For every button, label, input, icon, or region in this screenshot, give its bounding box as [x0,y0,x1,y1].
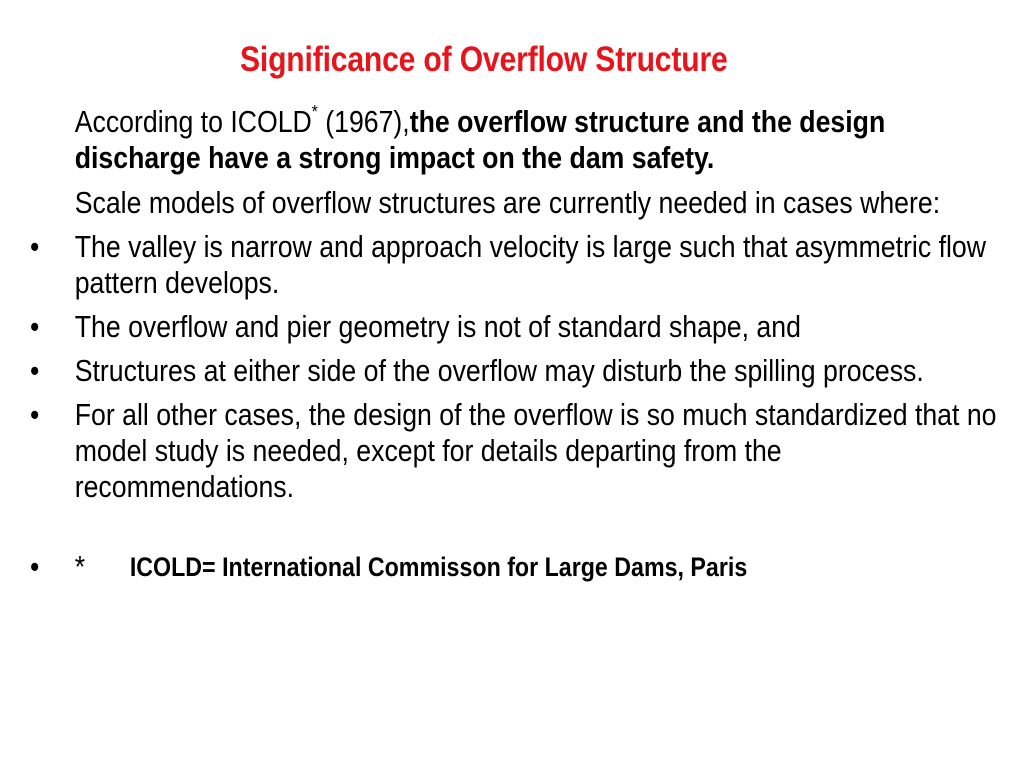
bullet-dot: • [30,397,40,432]
intro-lead: According to ICOLD [74,104,312,139]
slide-title: Significance of Overflow Structure [240,40,728,79]
intro-paragraph [30,104,1004,176]
bullet-dot: • [30,229,40,264]
bullet-item [30,309,1004,345]
bullet-text: Structures at either side of the overflow may disturb the spilling process. [74,353,924,388]
bullet-item [30,353,1004,389]
bullet-text: The valley is narrow and approach velocity is large such that asymmetric flow pattern develops. [74,229,986,300]
bullet-dot: • [30,353,40,388]
footnote-text: ICOLD= International Commisson for Large Dams, Paris [129,552,748,582]
bullet-item [30,397,1004,505]
footnote-marker: * [74,549,86,584]
bullet-text: The overflow and pier geometry is not of standard shape, and [74,309,801,344]
scale-models-paragraph: Scale models of overflow structures are currently needed in cases where: [74,185,941,220]
slide-body [30,104,1024,586]
intro-footnote-marker: * [311,102,318,122]
intro-year: (1967), [317,104,410,139]
bullet-dot: • [30,549,40,584]
bullet-text: For all other cases, the design of the overflow is so much standardized that no model study is needed, except for details departing from the recommendations. [74,397,997,504]
footnote-item [30,549,1004,586]
bullet-dot: • [30,309,40,344]
bullet-item [30,229,1004,301]
intro-bold-statement: the overflow structure and the design discharge have a strong impact on the dam safety. [74,104,886,175]
